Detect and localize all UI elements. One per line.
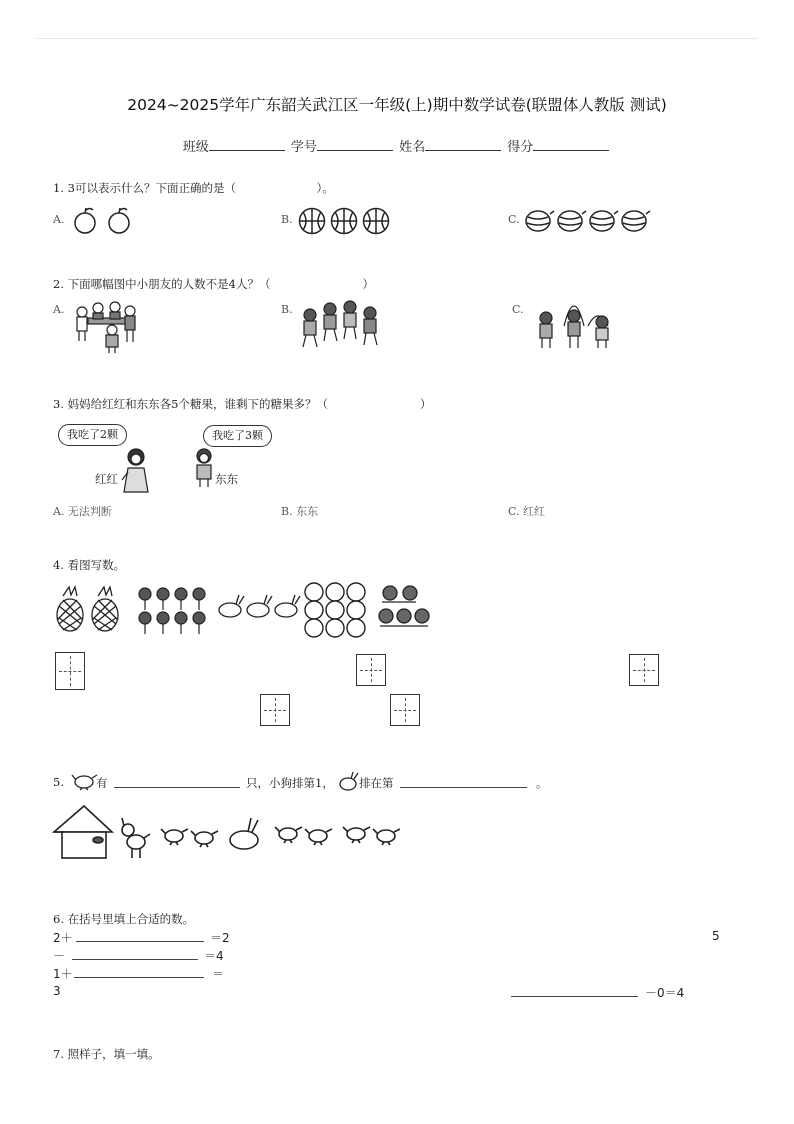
- q1-option-a-label: A.: [53, 213, 65, 226]
- children-jumping-rope-icon: [528, 296, 628, 356]
- animal-queue-icon: [52, 804, 402, 860]
- q2-option-a-label: A.: [53, 303, 65, 316]
- bird-icon: [72, 772, 98, 790]
- q2-text: 2. 下面哪幅图中小朋友的人数不是4人？（ ）: [53, 277, 374, 291]
- eq4-left: 3: [53, 984, 61, 998]
- q6-text: 6. 在括号里填上合适的数。: [53, 912, 195, 926]
- score-label: 得分: [507, 140, 534, 155]
- eq3-right: ＝: [212, 967, 225, 981]
- q1-option-c-label: C.: [508, 213, 520, 226]
- eq4-right: －0＝4: [645, 986, 685, 1000]
- eq4-blank[interactable]: [511, 985, 638, 997]
- answer-box-frogs[interactable]: [390, 694, 420, 726]
- id-label: 学号: [290, 140, 317, 155]
- name-honghong: 红红: [95, 472, 118, 486]
- children-at-table-icon: [70, 300, 150, 355]
- frogs-icon: [376, 584, 432, 638]
- answer-box-flowers[interactable]: [356, 654, 386, 686]
- eq3-left: 1＋: [53, 967, 73, 981]
- eq1-far-number: 5: [712, 929, 720, 943]
- q1-text: 1. 3可以表示什么？下面正确的是（ ）。: [53, 181, 334, 195]
- eq1-blank[interactable]: [76, 930, 204, 942]
- q5-zhi-text: 只，小狗排第1，: [246, 776, 334, 790]
- q5-paizai-text: 排在第: [359, 776, 394, 790]
- q5-you-text: 有: [96, 776, 108, 790]
- answer-box-tomatoes[interactable]: [260, 694, 290, 726]
- q2-option-c-label: C.: [512, 303, 524, 316]
- top-rule: [36, 38, 758, 39]
- rabbit-small-icon: [338, 771, 360, 791]
- answer-box-rabbits[interactable]: [629, 654, 659, 686]
- student-info-row: [0, 136, 794, 155]
- q3-option-a: A. 无法判断: [53, 505, 112, 518]
- q3-text: 3. 妈妈给红红和东东各5个糖果，谁剩下的糖果多？（ ）: [53, 397, 432, 411]
- apples-icon: [72, 206, 142, 236]
- rabbits-icon: [216, 594, 300, 620]
- q7-text: 7. 照样子，填一填。: [53, 1047, 160, 1061]
- eq1-right: ＝2: [210, 931, 230, 945]
- score-blank[interactable]: [533, 138, 609, 151]
- class-blank[interactable]: [209, 138, 285, 151]
- q5-blank-position[interactable]: [400, 776, 527, 788]
- q1-option-b-label: B.: [281, 213, 293, 226]
- watermelons-icon: [524, 208, 654, 236]
- children-walking-icon: [298, 297, 386, 355]
- class-label: 班级: [182, 140, 209, 155]
- eq3-blank[interactable]: [74, 966, 204, 978]
- name-dongdong: 东东: [215, 472, 238, 486]
- q3-option-c: C. 红红: [508, 505, 546, 518]
- name-blank[interactable]: [425, 138, 501, 151]
- q4-text: 4. 看图写数。: [53, 558, 126, 572]
- eq2-right: ＝4: [204, 949, 224, 963]
- flowers-icon: [137, 586, 211, 636]
- eq2-left: －: [53, 949, 66, 963]
- tomatoes-icon: [304, 582, 370, 638]
- id-blank[interactable]: [317, 138, 393, 151]
- speech-bubble-left: 我吃了2颗: [58, 424, 127, 446]
- eq2-blank[interactable]: [72, 948, 198, 960]
- eq1-left: 2＋: [53, 931, 73, 945]
- page-title: 2024~2025学年广东韶关武江区一年级(上)期中数学试卷(联盟体人教版 测试): [127, 96, 667, 114]
- speech-bubble-right: 我吃了3颗: [203, 425, 272, 447]
- q5-blank-count[interactable]: [114, 776, 240, 788]
- pineapples-icon: [53, 586, 125, 634]
- q2-option-b-label: B.: [281, 303, 293, 316]
- q5-number: 5.: [53, 775, 64, 789]
- girl-honghong-icon: [118, 446, 158, 494]
- q3-option-b: B. 东东: [281, 505, 319, 518]
- basketballs-icon: [298, 207, 393, 237]
- name-label: 姓名: [399, 140, 426, 155]
- q5-end: 。: [536, 776, 548, 790]
- answer-box-pineapples[interactable]: [55, 652, 85, 690]
